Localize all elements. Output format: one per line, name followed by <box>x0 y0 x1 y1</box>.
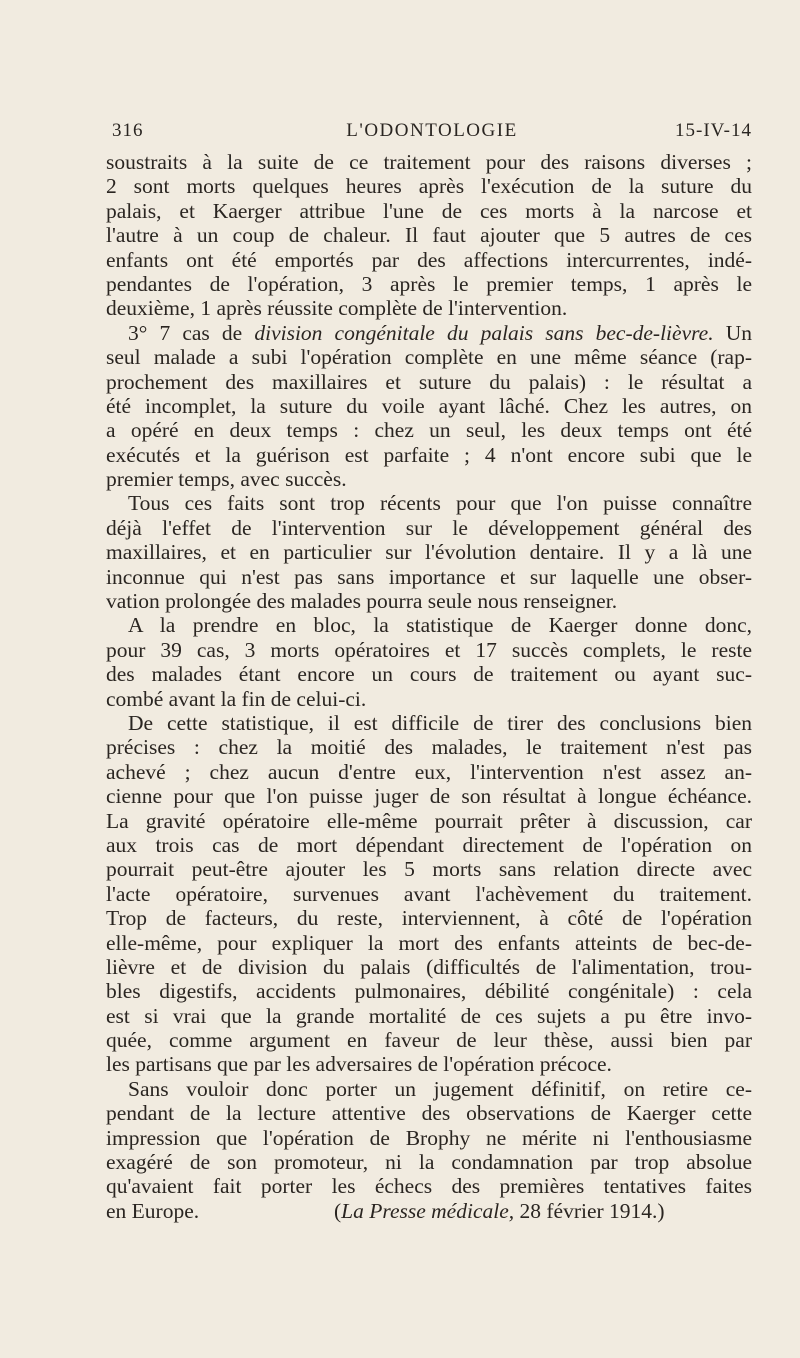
text-line: seul malade a subi l'opération complète en une même séance (rap- <box>106 345 752 370</box>
citation-date: 28 février 1914.) <box>514 1198 665 1223</box>
text-line: est si vrai que la grande mortalité de ces sujets a pu être invo- <box>106 1003 752 1028</box>
page-number: 316 <box>112 120 144 141</box>
text-line: elle-même, pour expliquer la mort des enfants atteints de bec-de- <box>106 930 752 955</box>
citation-journal: La Presse médicale, <box>341 1198 515 1223</box>
text-line: prochement des maxillaires et suture du palais) : le résultat a <box>106 369 752 394</box>
citation <box>334 1199 665 1223</box>
text-line: déjà l'effet de l'intervention sur le développement général des <box>106 515 752 540</box>
text-segment: en Europe. <box>106 1198 200 1223</box>
issue-date: 15-IV-14 <box>675 120 752 141</box>
text-line: l'autre à un coup de chaleur. Il faut ajouter que 5 autres de ces <box>106 223 752 248</box>
text-line: Trop de facteurs, du reste, interviennent, à côté de l'opération <box>106 906 752 931</box>
text-line: bles digestifs, accidents pulmonaires, débilité congénitale) : cela <box>106 979 752 1004</box>
text-line: inconnue qui n'est pas sans importance et sur laquelle une obser- <box>106 564 752 589</box>
text-line: Tous ces faits sont trop récents pour que l'on puisse connaître <box>128 491 752 516</box>
text-line: aux trois cas de mort dépendant directement de l'opération on <box>106 832 752 857</box>
text-line: palais, et Kaerger attribue l'une de ces morts à la narcose et <box>106 198 752 223</box>
text-line-final <box>106 1199 752 1223</box>
running-title: L'ODONTOLOGIE <box>346 120 518 141</box>
text-line: deuxième, 1 après réussite complète de l'intervention. <box>106 296 568 321</box>
italic-heading: division congénitale du palais sans bec-de-lièvre. <box>254 320 714 345</box>
text-line: De cette statistique, il est difficile de tirer des conclusions bien <box>128 710 752 735</box>
text-line: 2 sont morts quelques heures après l'exécution de la suture du <box>106 174 752 199</box>
text-line: exécutés et la guérison est parfaite ; 4 n'ont encore subi que le <box>106 442 752 467</box>
text-segment: Un <box>713 320 753 345</box>
text-line: précises : chez la moitié des malades, le traitement n'est pas <box>106 735 752 760</box>
text-line: A la prendre en bloc, la statistique de Kaerger donne donc, <box>128 613 752 638</box>
text-line: pendantes de l'opération, 3 après le premier temps, 1 après le <box>106 271 752 296</box>
text-line: impression que l'opération de Brophy ne mérite ni l'enthousiasme <box>106 1125 752 1150</box>
text-line: maxillaires, et en particulier sur l'évolution dentaire. Il y a là une <box>106 540 752 565</box>
text-line: La gravité opératoire elle-même pourrait prêter à discussion, car <box>106 808 752 833</box>
text-line: premier temps, avec succès. <box>106 467 347 492</box>
text-line: pendant de la lecture attentive des observations de Kaerger cette <box>106 1101 752 1126</box>
text-line: achevé ; chez aucun d'entre eux, l'intervention n'est assez an- <box>106 759 752 784</box>
text-line: enfants ont été emportés par des affections intercurrentes, indé- <box>106 247 752 272</box>
text-line-section-3 <box>106 321 752 345</box>
text-line: vation prolongée des malades pourra seule nous renseigner. <box>106 589 618 614</box>
text-line: qu'avaient fait porter les échecs des premières tentatives faites <box>106 1174 752 1199</box>
text-line: des malades étant encore un cours de traitement ou ayant suc- <box>106 662 752 687</box>
body-text <box>106 150 752 1223</box>
citation-open-paren: ( <box>334 1198 342 1223</box>
text-line: pour 39 cas, 3 morts opératoires et 17 succès complets, le reste <box>106 637 752 662</box>
text-line: les partisans que par les adversaires de l'opération précoce. <box>106 1052 612 1077</box>
running-header <box>112 120 752 148</box>
text-line: lièvre et de division du palais (difficultés de l'alimentation, trou- <box>106 954 752 979</box>
text-line: a opéré en deux temps : chez un seul, les deux temps ont été <box>106 418 752 443</box>
text-line: combé avant la fin de celui-ci. <box>106 686 367 711</box>
text-line: l'acte opératoire, survenues avant l'achèvement du traitement. <box>106 881 752 906</box>
text-line: soustraits à la suite de ce traitement pour des raisons diverses ; <box>106 150 752 174</box>
text-line: été incomplet, la suture du voile ayant lâché. Chez les autres, on <box>106 393 752 418</box>
text-segment: 3° 7 cas de <box>128 320 255 345</box>
text-line: quée, comme argument en faveur de leur thèse, aussi bien par <box>106 1028 752 1053</box>
text-line: Sans vouloir donc porter un jugement définitif, on retire ce- <box>128 1076 752 1101</box>
text-line: exagéré de son promoteur, ni la condamnation par trop absolue <box>106 1150 752 1175</box>
text-line: pourrait peut-être ajouter les 5 morts sans relation directe avec <box>106 857 752 882</box>
text-line: cienne pour que l'on puisse juger de son résultat à longue échéance. <box>106 784 752 809</box>
